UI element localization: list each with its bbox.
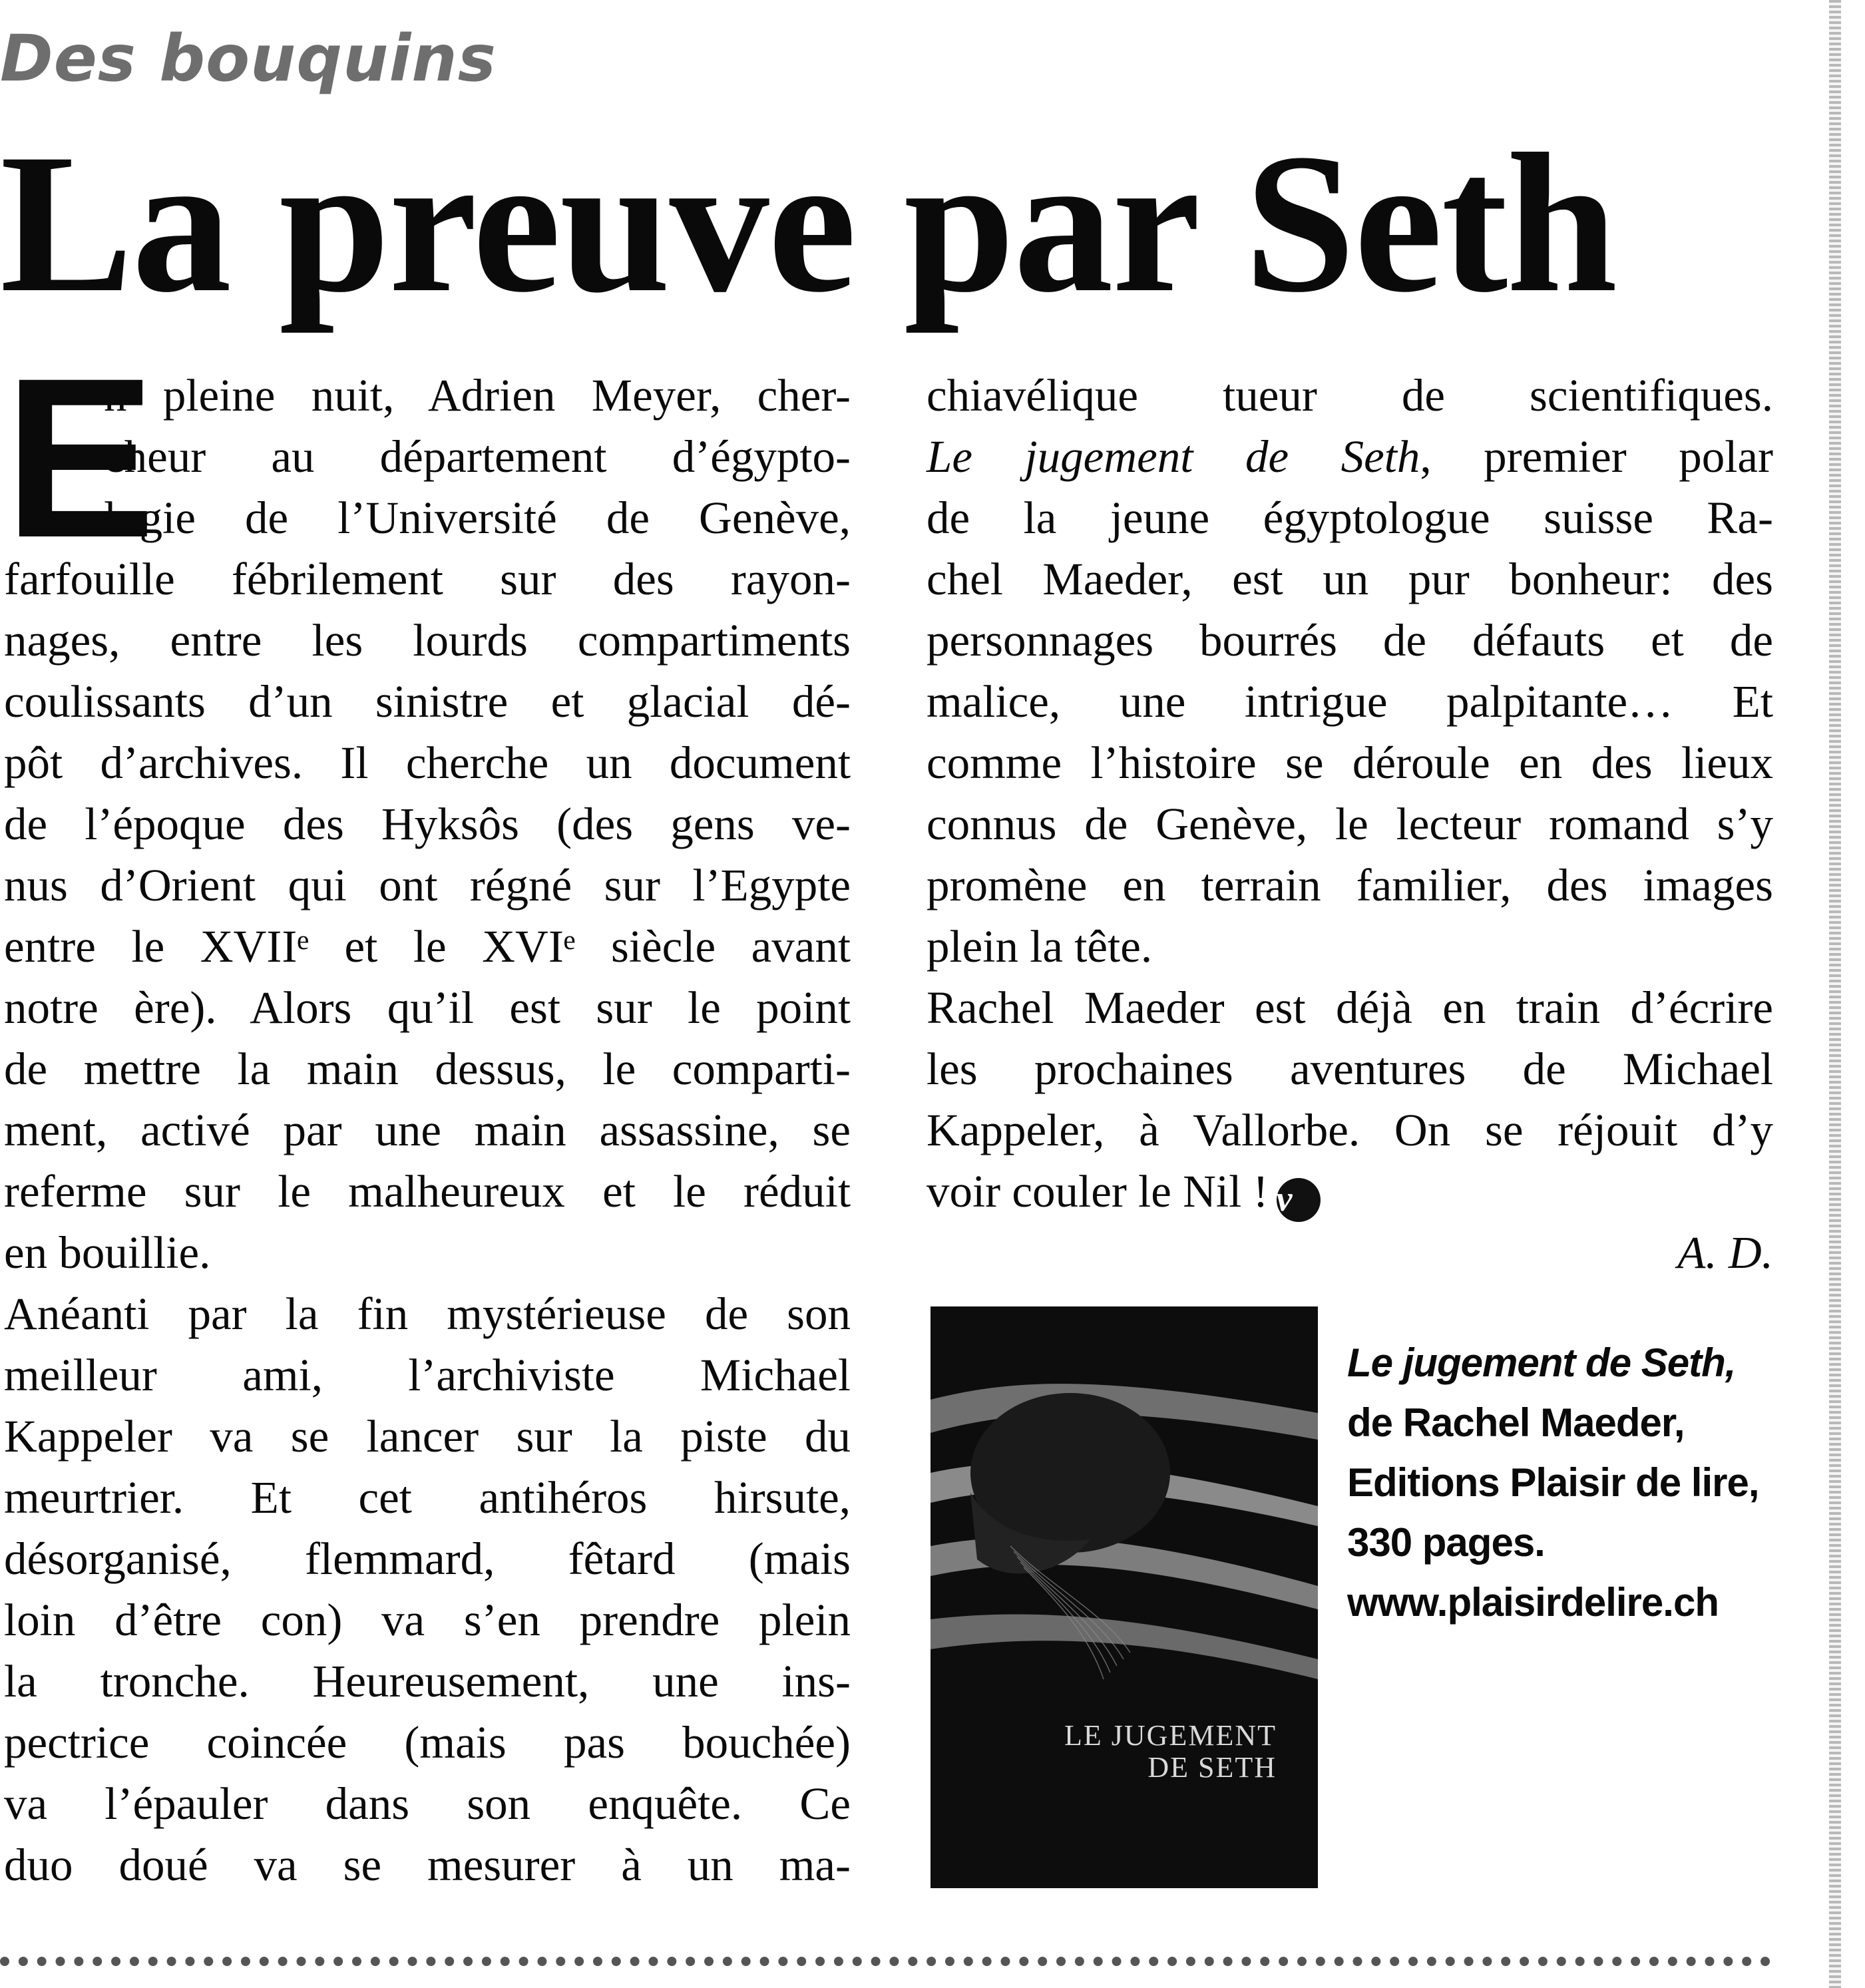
text-line: de mettre la main dessus, le comparti- <box>4 1044 851 1094</box>
signature: A. D. <box>1677 1227 1773 1278</box>
section-kicker: Des bouquins <box>0 21 497 96</box>
text-line: n pleine nuit, Adrien Meyer, cher- <box>104 370 851 421</box>
caption-author: de Rachel Maeder, <box>1347 1400 1685 1445</box>
text-line: en bouillie. <box>4 1227 211 1278</box>
text-line: Kappeler, à Vallorbe. On se réjouit d’y <box>927 1105 1773 1155</box>
cover-title-line-1: LE JUGEMENT <box>1064 1719 1277 1752</box>
text-line <box>927 426 1773 487</box>
text-line: la tronche. Heureusement, une ins- <box>4 1656 851 1706</box>
left-column <box>4 331 851 1895</box>
dotted-divider <box>0 1957 1770 1966</box>
text-line <box>927 1161 1773 1222</box>
text-line: Anéanti par la fin mystérieuse de son <box>4 1289 851 1339</box>
text-line: personnages bourrés de défauts et de <box>927 615 1773 666</box>
caption-title: Le jugement de Seth, <box>1347 1340 1736 1385</box>
text-line: loin d’être con) va s’en prendre plein <box>4 1595 851 1645</box>
text-line: promène en terrain familier, des images <box>927 860 1773 910</box>
end-mark-icon: v <box>1277 1178 1321 1222</box>
text-fragment: voir couler le Nil ! <box>927 1166 1269 1217</box>
right-column <box>927 365 1773 1283</box>
text-line: referme sur le malheureux et le réduit <box>4 1166 851 1217</box>
text-line: nages, entre les lourds compartiments <box>4 615 851 666</box>
text-fragment: , premier polar <box>1420 431 1773 482</box>
text-line: meilleur ami, l’archiviste Michael <box>4 1350 851 1400</box>
text-line: de la jeune égyptologue suisse Ra- <box>927 493 1773 543</box>
drop-cap: E <box>4 331 152 585</box>
text-line: notre ère). Alors qu’il est sur le point <box>4 982 851 1033</box>
page-edge-rule <box>1829 0 1841 1988</box>
text-line: chiavélique tueur de scientifiques. <box>927 370 1773 421</box>
book-title-inline: Le jugement de Seth <box>927 431 1420 482</box>
text-line: nus d’Orient qui ont régné sur l’Egypte <box>4 860 851 910</box>
caption-publisher: Editions Plaisir de lire, <box>1347 1460 1759 1505</box>
book-cover-image <box>931 1306 1318 1888</box>
text-line: Rachel Maeder est déjà en train d’écrire <box>927 982 1773 1033</box>
text-line: pectrice coincée (mais pas bouchée) <box>4 1717 851 1768</box>
cover-title-line-2: DE SETH <box>1147 1751 1277 1784</box>
text-line: coulissants d’un sinistre et glacial dé- <box>4 676 851 727</box>
text-line: connus de Genève, le lecteur romand s’y <box>927 799 1773 849</box>
text-line: de l’époque des Hyksôs (des gens ve- <box>4 799 851 849</box>
text-line: plein la tête. <box>927 921 1153 972</box>
text-line: logie de l’Université de Genève, <box>104 493 851 543</box>
text-line: farfouille fébrilement sur des rayon- <box>4 554 851 604</box>
text-line: désorganisé, flemmard, fêtard (mais <box>4 1533 851 1584</box>
cover-artwork <box>931 1306 1318 1888</box>
text-line: Kappeler va se lancer sur la piste du <box>4 1411 851 1462</box>
text-line: entre le XVIIᵉ et le XVIᵉ siècle avant <box>4 921 851 972</box>
caption-pages: 330 pages. <box>1347 1520 1545 1565</box>
caption-website: www.plaisirdelire.ch <box>1347 1580 1719 1625</box>
text-line: duo doué va se mesurer à un ma- <box>4 1840 851 1890</box>
book-caption <box>1347 1333 1813 1633</box>
text-line: les prochaines aventures de Michael <box>927 1044 1773 1094</box>
text-line: va l’épauler dans son enquête. Ce <box>4 1778 851 1829</box>
text-line: meurtrier. Et cet antihéros hirsute, <box>4 1472 851 1523</box>
text-line: cheur au département d’égypto- <box>104 431 851 482</box>
article-headline: La preuve par Seth <box>0 112 1617 333</box>
text-line: pôt d’archives. Il cherche un document <box>4 737 851 788</box>
text-line: comme l’histoire se déroule en des lieux <box>927 737 1773 788</box>
text-line: chel Maeder, est un pur bonheur: des <box>927 554 1773 604</box>
text-line: malice, une intrigue palpitante… Et <box>927 676 1773 727</box>
text-line: ment, activé par une main assassine, se <box>4 1105 851 1155</box>
